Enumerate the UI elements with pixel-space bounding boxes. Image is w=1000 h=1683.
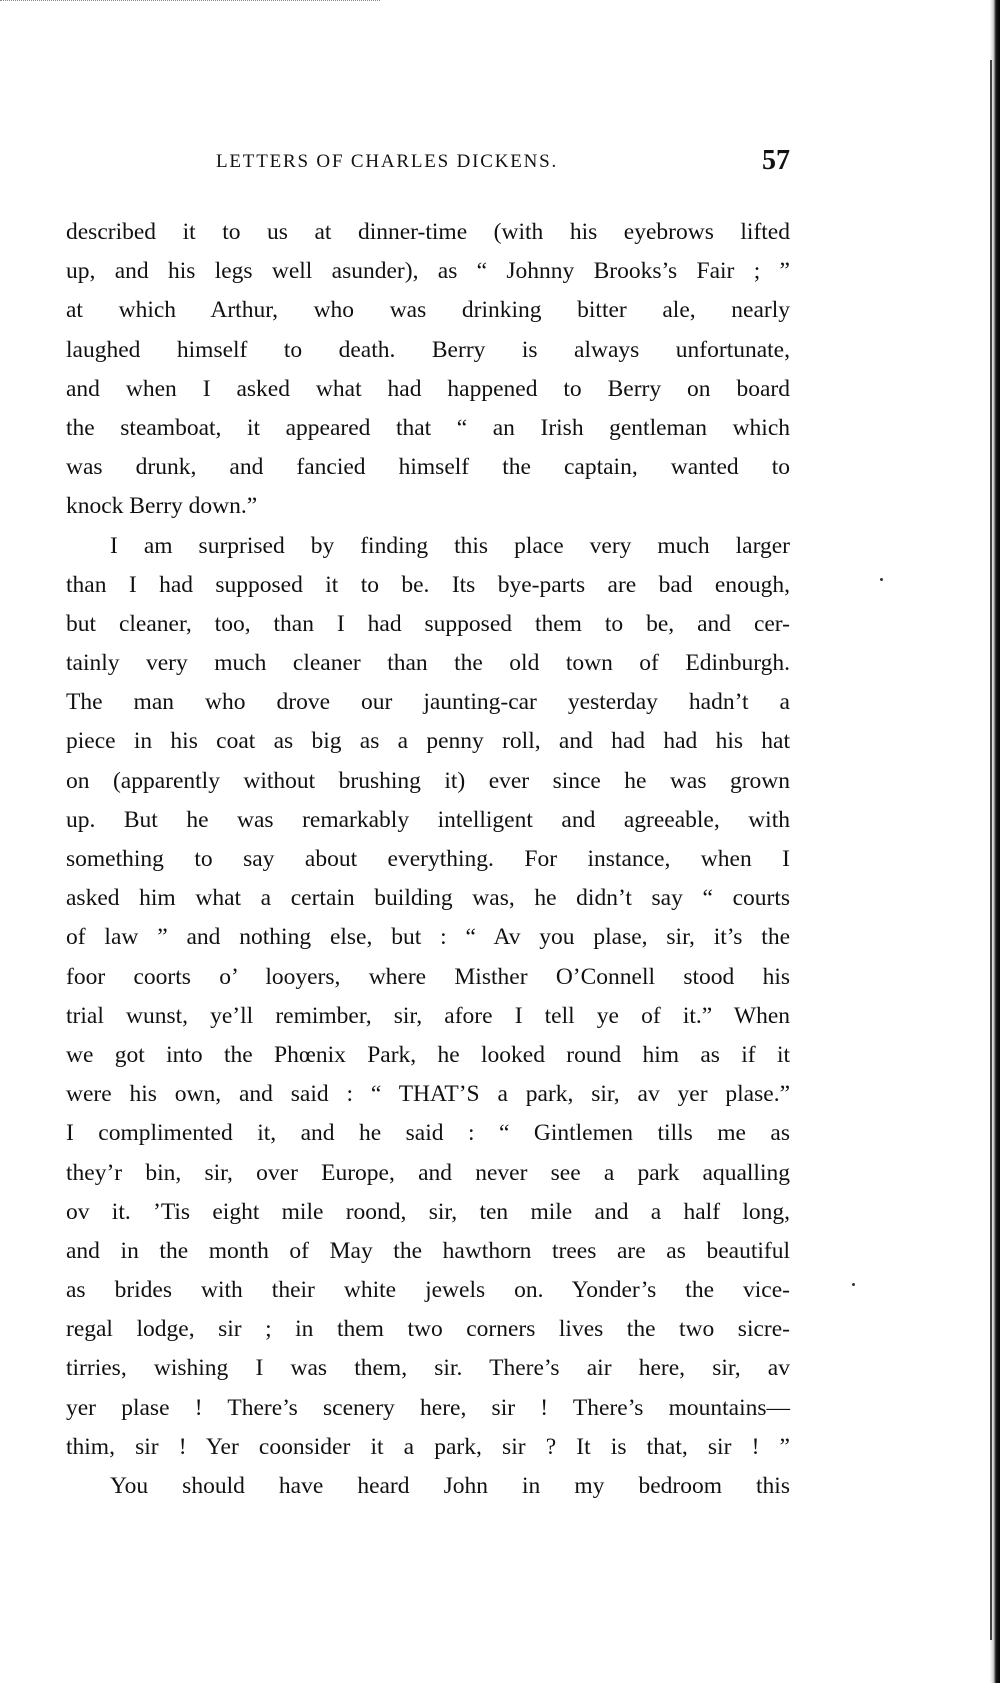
text-line: thim, sir ! Yer coonsider it a park, sir ? It is that, sir ! ”	[66, 1433, 790, 1460]
text-line: than I had supposed it to be. Its bye-parts are bad enough,	[66, 571, 790, 598]
running-head	[66, 145, 790, 185]
text-line: the steamboat, it appeared that “ an Irish gentleman which	[66, 414, 790, 441]
text-line: and in the month of May the hawthorn trees are as beautiful	[66, 1237, 790, 1264]
scan-speck	[852, 1283, 855, 1286]
text-line: piece in his coat as big as a penny roll, and had had his hat	[66, 728, 790, 755]
binding-edge-line	[990, 60, 992, 1640]
text-line: tainly very much cleaner than the old town of Edinburgh.	[66, 650, 790, 677]
text-line: tirries, wishing I was them, sir. There’s air here, sir, av	[66, 1355, 790, 1382]
text-line: but cleaner, too, than I had supposed them to be, and cer-	[66, 610, 790, 637]
paragraph-start-line: I am surprised by finding this place very much larger	[110, 532, 790, 559]
text-line: up. But he was remarkably intelligent and agreeable, with	[66, 806, 790, 833]
text-line: as brides with their white jewels on. Yonder’s the vice-	[66, 1277, 790, 1304]
text-line: of law ” and nothing else, but : “ Av you plase, sir, it’s the	[66, 924, 790, 951]
text-line: yer plase ! There’s scenery here, sir ! There’s mountains—	[66, 1394, 790, 1421]
text-line: ov it. ’Tis eight mile roond, sir, ten mile and a half long,	[66, 1198, 790, 1225]
text-line: trial wunst, ye’ll remimber, sir, afore I tell ye of it.” When	[66, 1002, 790, 1029]
page-number: 57	[762, 145, 790, 176]
text-line: were his own, and said : “ THAT’S a park, sir, av yer plase.”	[66, 1081, 790, 1108]
paragraph-end-line: knock Berry down.”	[66, 493, 258, 520]
text-line: at which Arthur, who was drinking bitter ale, nearly	[66, 297, 790, 324]
paragraph-start-line: You should have heard John in my bedroom this	[110, 1473, 790, 1499]
scan-speck	[880, 578, 883, 581]
text-line: The man who drove our jaunting-car yesterday hadn’t a	[66, 689, 790, 716]
text-line: was drunk, and fancied himself the captain, wanted to	[66, 454, 790, 481]
running-title: LETTERS OF CHARLES DICKENS.	[216, 151, 559, 172]
text-line: something to say about everything. For instance, when I	[66, 846, 790, 872]
text-line: and when I asked what had happened to Berry on board	[66, 375, 790, 402]
text-line: I complimented it, and he said : “ Gintlemen tills me as	[66, 1120, 790, 1147]
text-line: foor coorts o’ looyers, where Misther O’Connell stood his	[66, 963, 790, 990]
text-line: they’r bin, sir, over Europe, and never see a park aqualling	[66, 1159, 790, 1186]
scan-top-edge	[0, 0, 380, 3]
text-line: described it to us at dinner-time (with his eyebrows lifted	[66, 219, 790, 245]
text-line: regal lodge, sir ; in them two corners lives the two sicre-	[66, 1316, 790, 1343]
text-line: asked him what a certain building was, he didn’t say “ courts	[66, 885, 790, 912]
text-line: on (apparently without brushing it) ever since he was grown	[66, 767, 790, 794]
text-line: laughed himself to death. Berry is always unfortunate,	[66, 336, 790, 363]
text-line: we got into the Phœnix Park, he looked round him as if it	[66, 1041, 790, 1068]
text-line: up, and his legs well asunder), as “ Johnny Brooks’s Fair ; ”	[66, 258, 790, 285]
body-text	[66, 213, 790, 1506]
